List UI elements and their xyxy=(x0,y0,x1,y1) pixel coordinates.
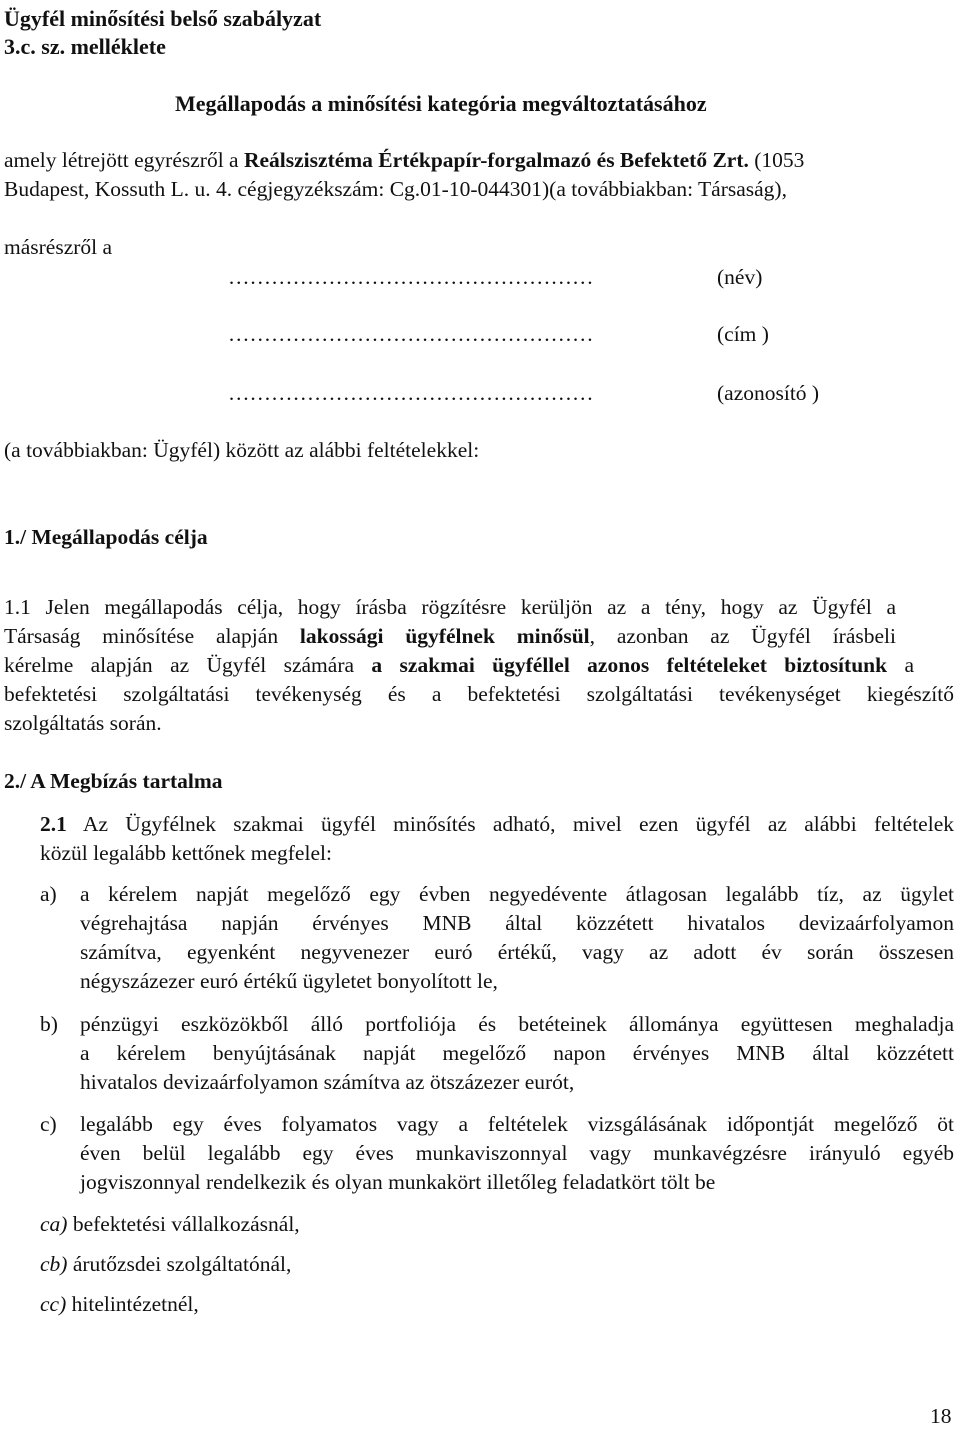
page-number: 18 xyxy=(930,1404,952,1428)
address-label: (cím ) xyxy=(717,322,769,346)
subitem-ca xyxy=(40,1210,300,1239)
professional-terms-phrase: a szakmai ügyféllel azonos feltételeket biztosítunk xyxy=(371,653,888,677)
section-2-line-1 xyxy=(40,810,954,839)
section-1-line-5: szolgáltatás során. xyxy=(4,711,162,735)
intro-text-pre: amely létrejött egyrészről a xyxy=(4,148,244,172)
subitem-cc xyxy=(40,1290,199,1319)
id-label: (azonosító ) xyxy=(717,381,820,405)
list-item-c-line-3: jogviszonnyal rendelkezik és olyan munkakört illetőleg feladatkört tölt be xyxy=(80,1170,716,1194)
conditions-line: (a továbbiakban: Ügyfél) között az alábbi feltételekkel: xyxy=(4,438,480,462)
subitem-cb-text: árutőzsdei szolgáltatónál, xyxy=(67,1252,292,1276)
intro-line-3: másrészről a xyxy=(4,235,113,259)
s1-l2-pre: Társaság minősítése alapján xyxy=(4,624,300,648)
subitem-ca-text: befektetési vállalkozásnál, xyxy=(67,1212,300,1236)
s1-l3-pre: kérelme alapján az Ügyfél számára xyxy=(4,653,372,677)
list-item-b-line-2: a kérelem benyújtásának napját megelőző napon érvényes MNB által közzétett xyxy=(80,1041,954,1065)
list-item-c-line-2: éven belül legalább egy éves munkaviszonnyal vagy munkavégzésre irányuló egyéb xyxy=(80,1141,954,1165)
list-item-a-line-2: végrehajtása napján érvényes MNB által közzétett hivatalos devizaárfolyamon xyxy=(80,911,954,935)
list-item-c-label: c) xyxy=(40,1112,57,1136)
section-1-line-4: befektetési szolgáltatási tevékenység és a befektetési szolgáltatási tevékenységet kiegészítő xyxy=(4,682,954,706)
list-item-a-line-4: négyszázezer euró értékű ügyletet bonyolított le, xyxy=(80,969,498,993)
subitem-cc-label: cc) xyxy=(40,1292,67,1316)
list-item-b-label: b) xyxy=(40,1012,58,1036)
section-2-line-2: közül legalább kettőnek megfelel: xyxy=(40,841,332,865)
address-field-dots[interactable]: …………………………………………… xyxy=(228,322,594,346)
section-1-heading: 1./ Megállapodás célja xyxy=(4,525,208,549)
clause-2-1-number: 2.1 xyxy=(40,812,67,836)
name-label: (név) xyxy=(717,265,763,289)
list-item-b-line-1: pénzügyi eszközökből álló portfoliója és betéteinek állománya együttesen meghaladja xyxy=(80,1012,954,1036)
list-item-a-line-1: a kérelem napját megelőző egy évben negyedévente átlagosan legalább tíz, az ügylet xyxy=(80,882,954,906)
s1-l2-post: , azonban az Ügyfél írásbeli xyxy=(589,624,896,648)
section-1-line-3 xyxy=(4,651,914,680)
section-1-line-1: 1.1 Jelen megállapodás célja, hogy írásba rögzítésre kerüljön az a tény, hogy az Ügyfél a xyxy=(4,595,896,619)
list-item-a-label: a) xyxy=(40,882,57,906)
name-field-dots[interactable]: …………………………………………… xyxy=(228,265,594,289)
intro-line-1 xyxy=(4,146,804,175)
id-field-row xyxy=(228,379,819,408)
list-item-b-line-3: hivatalos devizaárfolyamon számítva az ötszázezer eurót, xyxy=(80,1070,575,1094)
section-2-heading: 2./ A Megbízás tartalma xyxy=(4,769,223,793)
list-item-c-line-1: legalább egy éves folyamatos vagy a feltételek vizsgálásának időpontját megelőző öt xyxy=(80,1112,954,1136)
document-title: Megállapodás a minősítési kategória megváltoztatásához xyxy=(175,91,707,116)
header-line-1: Ügyfél minősítési belső szabályzat xyxy=(4,6,322,31)
subitem-cb-label: cb) xyxy=(40,1252,68,1276)
intro-line-2: Budapest, Kossuth L. u. 4. cégjegyzékszám: Cg.01-10-044301)(a továbbiakban: Társaság), xyxy=(4,177,787,201)
list-item-a-line-3: számítva, egyenként negyvenezer euró értékű, vagy az adott év során összesen xyxy=(80,940,954,964)
subitem-cb xyxy=(40,1250,291,1279)
retail-client-phrase: lakossági ügyfélnek minősül xyxy=(299,624,590,648)
intro-text-post: (1053 xyxy=(748,148,805,172)
company-name: Reálszisztéma Értékpapír-forgalmazó és Befektető Zrt. xyxy=(243,148,749,172)
section-1-line-2 xyxy=(4,622,896,651)
subitem-cc-text: hitelintézetnél, xyxy=(66,1292,199,1316)
name-field-row xyxy=(228,263,762,292)
s1-l3-post: a xyxy=(887,653,914,677)
subitem-ca-label: ca) xyxy=(40,1212,68,1236)
header-line-2: 3.c. sz. melléklete xyxy=(4,34,166,59)
address-field-row xyxy=(228,320,769,349)
id-field-dots[interactable]: …………………………………………… xyxy=(228,381,594,405)
clause-2-1-text: Az Ügyfélnek szakmai ügyfél minősítés adható, mivel ezen ügyfél az alábbi feltételek xyxy=(66,812,954,836)
